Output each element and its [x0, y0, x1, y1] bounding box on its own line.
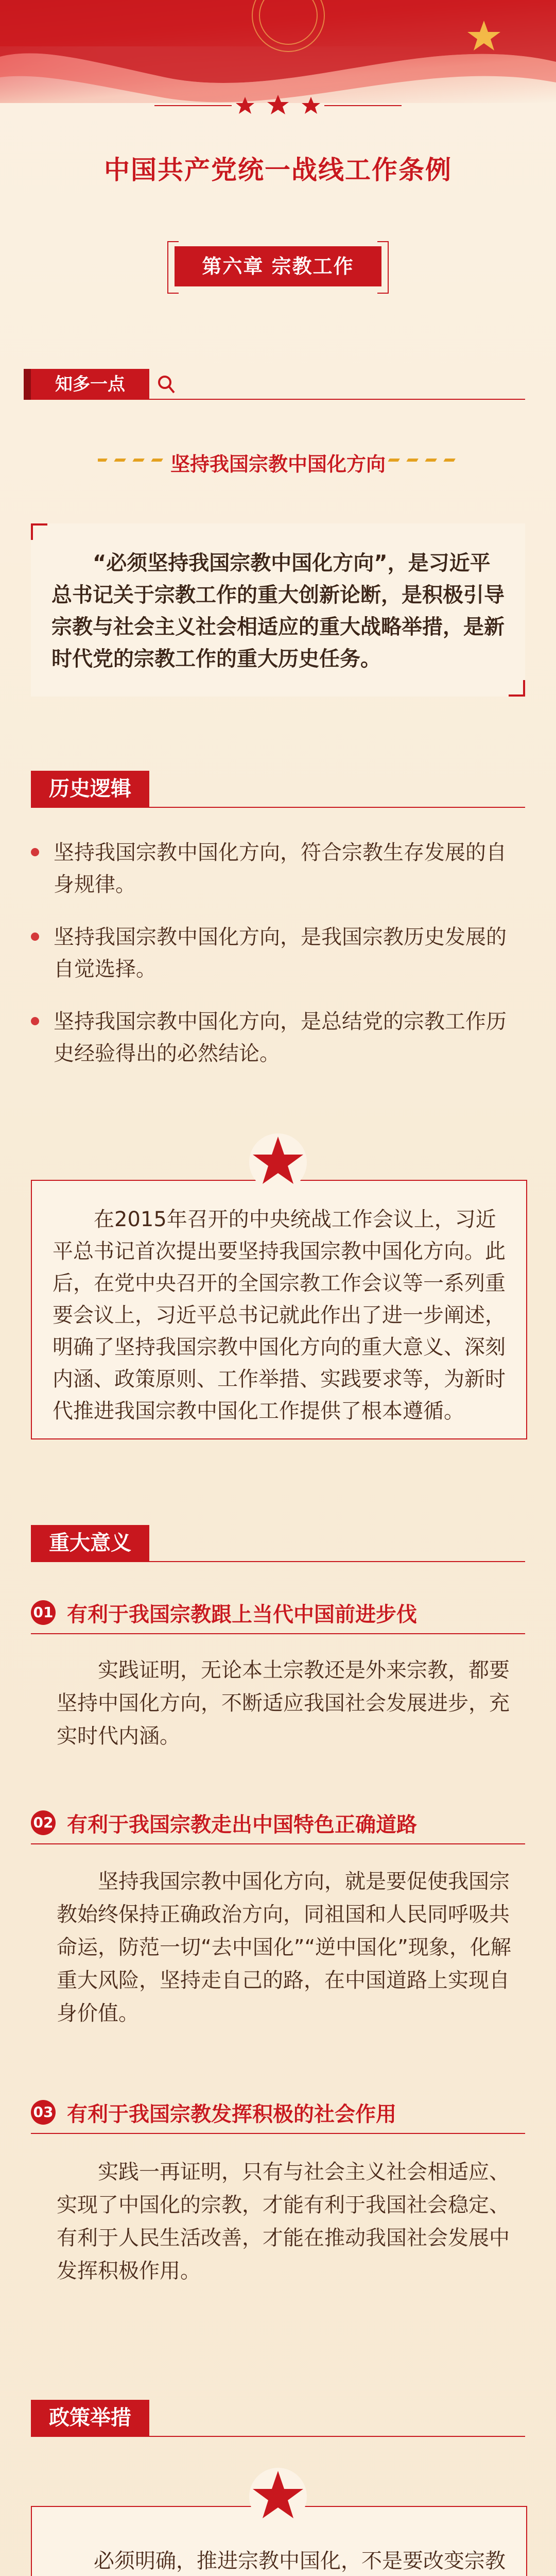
quote-text: “必须坚持我国宗教中国化方向”，是习近平总书记关于宗教工作的重大创新论断，是积极引导宗教与社会主义社会相适应的重大战略举措，是新时代党的宗教工作的重大历史任务。	[51, 551, 505, 671]
section-subheading: 坚持我国宗教中国化方向	[170, 453, 386, 476]
page-title: 中国共产党统一战线工作条例	[104, 155, 452, 185]
search-icon	[158, 374, 175, 395]
list-item: 坚持我国宗教中国化方向，符合宗教生存发展的自身规律。	[31, 837, 525, 904]
quote-box	[31, 523, 525, 697]
significance-item-text: 实践证明，无论本土宗教还是外来宗教，都要坚持中国化方向，不断适应我国社会发展进步，充实时代内涵。	[57, 1658, 510, 1748]
red-star-icon	[247, 2466, 309, 2528]
bullet-dot-icon	[31, 1017, 39, 1025]
corner-decoration-icon	[31, 523, 48, 541]
history-logic-tag: 历史逻辑	[31, 771, 149, 807]
divider-line	[31, 399, 525, 400]
divider-line	[31, 1633, 525, 1634]
divider-line	[31, 2436, 525, 2437]
dash-decoration-right	[386, 457, 458, 463]
significance-item-text: 实践一再证明，只有与社会主义社会相适应、实现了中国化的宗教，才能有利于我国社会稳定、有利于人民生活改善，才能在推动我国社会发展中发挥积极作用。	[57, 2160, 510, 2283]
number-badge: 01	[31, 1600, 56, 1625]
know-more-tag: 知多一点	[31, 369, 149, 400]
divider-line	[31, 1843, 525, 1844]
number-badge: 02	[31, 1810, 56, 1835]
know-more-header	[31, 369, 175, 400]
significance-item-text: 坚持我国宗教中国化方向，就是要促使我国宗教始终保持正确政治方向，同祖国和人民同呼吸共命运，防范一切“去中国化”“逆中国化”现象，化解重大风险，坚持走自己的路，在中国道路上实现自身价值。	[57, 1870, 511, 2025]
policy-framed-box: 必须明确，推进宗教中国化，不是要改变宗教	[31, 2506, 527, 2576]
three-stars-divider	[0, 93, 556, 118]
policy-tag: 政策举措	[31, 2400, 149, 2436]
bullet-dot-icon	[31, 933, 39, 941]
flag-decoration	[0, 0, 556, 103]
chapter-badge: 第六章 宗教工作	[175, 246, 381, 286]
history-framed-box: 在2015年召开的中央统战工作会议上，习近平总书记首次提出要坚持我国宗教中国化方向。此后，在党中央召开的全国宗教工作会议等一系列重要会议上，习近平总书记就此作出了进一步阐述，明确了坚持我国宗教中国化方向的重大意义、深刻内涵、政策原则、工作举措、实践要求等，为新时代推进我国宗教中国化工作提供了根本遵循。	[31, 1180, 527, 1439]
corner-decoration-icon	[508, 679, 525, 697]
significance-item-title: 有利于我国宗教跟上当代中国前进步伐	[67, 1603, 417, 1626]
divider-line	[31, 807, 525, 808]
significance-item-title: 有利于我国宗教发挥积极的社会作用	[67, 2103, 396, 2126]
list-item: 坚持我国宗教中国化方向，是我国宗教历史发展的自觉选择。	[31, 921, 525, 988]
list-item: 坚持我国宗教中国化方向，是总结党的宗教工作历史经验得出的必然结论。	[31, 1006, 525, 1073]
red-star-icon	[247, 1131, 309, 1193]
number-badge: 03	[31, 2100, 56, 2125]
bullet-dot-icon	[31, 848, 39, 856]
significance-tag: 重大意义	[31, 1525, 149, 1561]
divider-line	[31, 2133, 525, 2134]
divider-line	[31, 1561, 525, 1562]
significance-item-title: 有利于我国宗教走出中国特色正确道路	[67, 1813, 417, 1837]
